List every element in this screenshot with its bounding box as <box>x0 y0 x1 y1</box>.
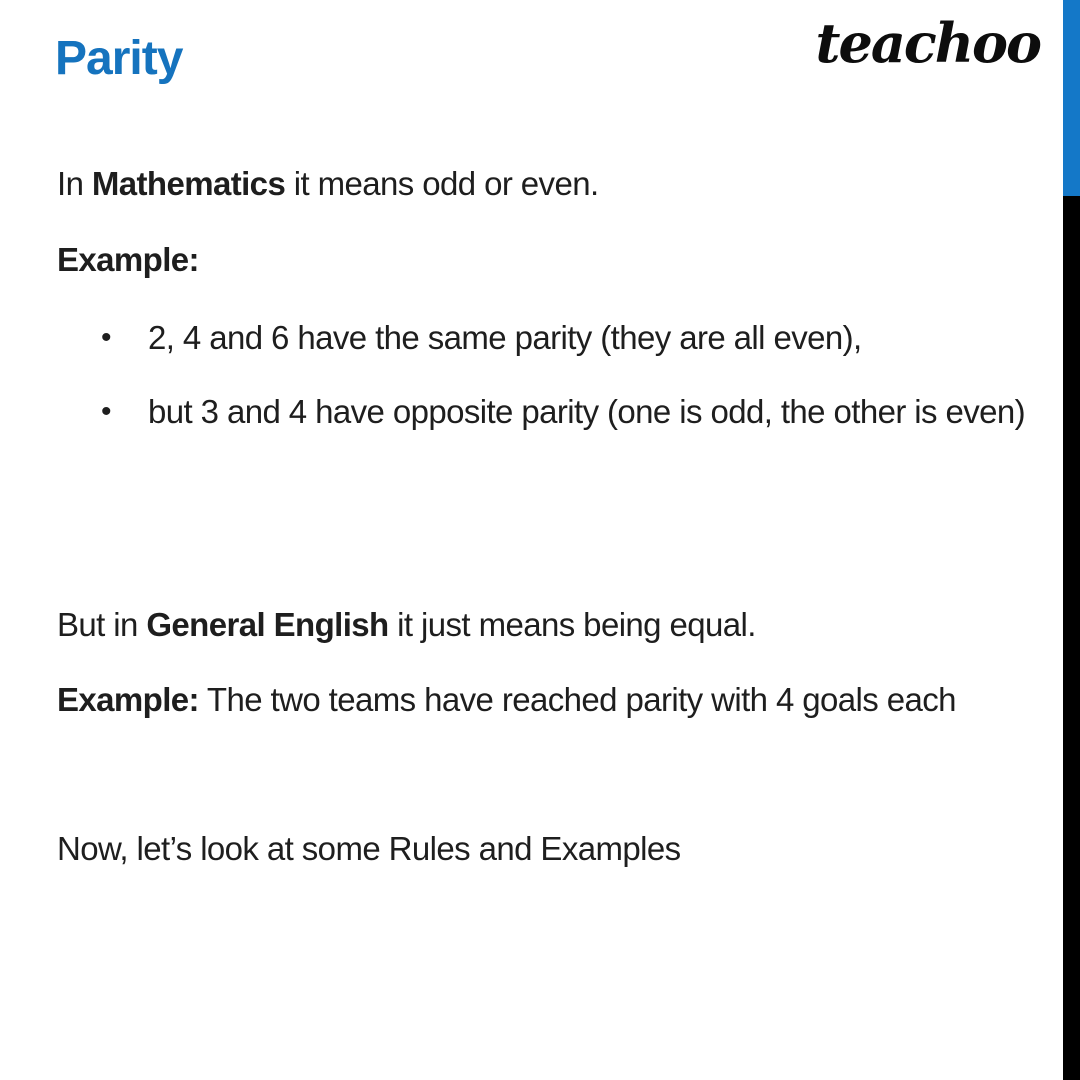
bullet-item-opposite-parity: • but 3 and 4 have opposite parity (one is odd, the other is even) <box>57 378 1028 446</box>
intro-suffix: it means odd or even. <box>285 165 599 202</box>
right-accent-bar-black <box>1063 196 1080 1080</box>
english-suffix: it just means being equal. <box>388 606 756 643</box>
english-example-label: Example: <box>57 681 199 718</box>
english-meaning-line <box>57 603 756 647</box>
intro-bold-term: Mathematics <box>91 165 286 202</box>
english-prefix: But in <box>57 606 147 643</box>
teachoo-logo: teachoo <box>815 11 1040 75</box>
right-accent-bar-blue <box>1063 0 1080 196</box>
english-example-line <box>57 678 956 722</box>
page-title: Parity <box>55 32 183 85</box>
english-bold-term: General English <box>146 606 389 643</box>
closing-line: Now, let’s look at some Rules and Examples <box>57 830 681 867</box>
math-example-label: Example: <box>57 241 199 278</box>
intro-line <box>57 162 599 206</box>
intro-prefix: In <box>57 165 92 202</box>
english-example-text: The two teams have reached parity with 4 goals each <box>198 681 956 718</box>
bullet-list <box>57 304 1028 446</box>
bullet-item-same-parity: • 2, 4 and 6 have the same parity (they are all even), <box>57 304 1028 372</box>
